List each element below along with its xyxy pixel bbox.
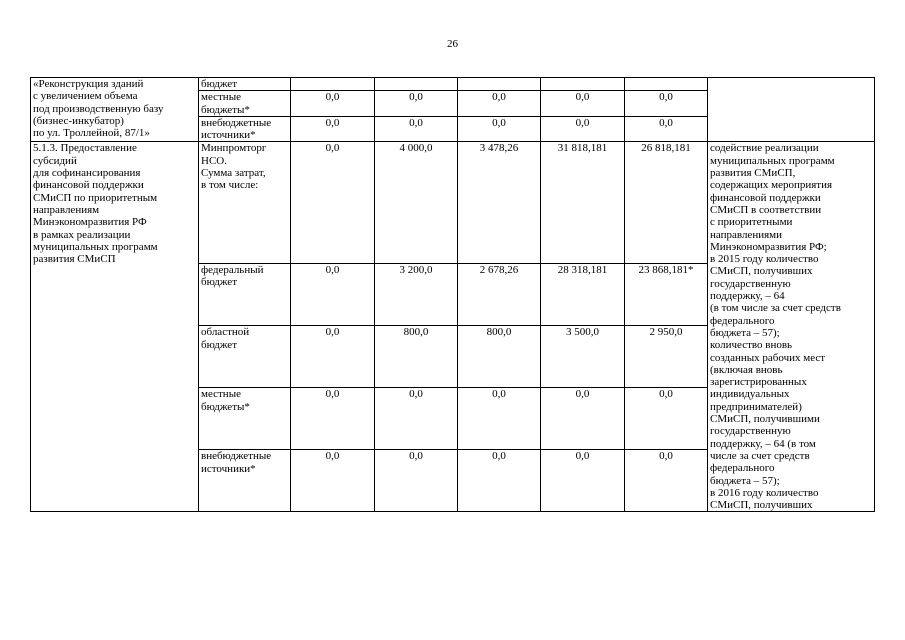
value-cell: 2 950,0 [625, 326, 708, 388]
value-cell: 23 868,181* [625, 264, 708, 326]
value-cell [458, 78, 541, 91]
value-cell: 4 000,0 [375, 142, 458, 264]
value-cell: 3 478,26 [458, 142, 541, 264]
value-cell: 0,0 [541, 116, 625, 142]
value-cell: 0,0 [291, 91, 375, 117]
value-cell: 31 818,181 [541, 142, 625, 264]
value-cell [291, 78, 375, 91]
table-row [31, 78, 875, 91]
table-row [31, 142, 875, 264]
value-cell: 0,0 [541, 91, 625, 117]
financing-table [30, 77, 875, 512]
value-cell: 800,0 [375, 326, 458, 388]
value-cell: 0,0 [291, 264, 375, 326]
expected-outcome: содействие реализации муниципальных программ развития СМиСП, содержащих мероприятия финансовой поддержки СМиСП в соответствии с приоритетными направлениями Минэкономразвития РФ; в 2015 году количество СМиСП, получивших государственную поддержку, – 64 (в том числе за счет средств федерального бюджета – 57); количество вновь созданных рабочих мест (включая вновь зарегистрированных индивидуальных предпринимателей) СМиСП, получившими государственную поддержку, – 64 (в том числе за счет средств федерального бюджета – 57); в 2016 году количество СМиСП, получивших [708, 142, 875, 512]
value-cell: 0,0 [291, 142, 375, 264]
expected-outcome [708, 78, 875, 142]
value-cell: 26 818,181 [625, 142, 708, 264]
funding-source: областной бюджет [199, 326, 291, 388]
funding-source: внебюджетные источники* [199, 116, 291, 142]
value-cell: 0,0 [625, 91, 708, 117]
funding-source: бюджет [199, 78, 291, 91]
value-cell: 0,0 [291, 388, 375, 450]
value-cell: 0,0 [458, 388, 541, 450]
value-cell [375, 78, 458, 91]
value-cell: 0,0 [375, 116, 458, 142]
value-cell: 0,0 [625, 116, 708, 142]
value-cell [541, 78, 625, 91]
value-cell: 2 678,26 [458, 264, 541, 326]
page-number: 26 [447, 38, 458, 50]
measure-description: 5.1.3. Предоставление субсидий для софинансирования финансовой поддержки СМиСП по приоритетным направлениям Минэкономразвития РФ в рамках реализации муниципальных программ развития СМиСП [31, 142, 199, 512]
funding-source: Минпромторг НСО. Сумма затрат, в том числе: [199, 142, 291, 264]
value-cell: 3 500,0 [541, 326, 625, 388]
value-cell: 0,0 [291, 326, 375, 388]
funding-source: местные бюджеты* [199, 91, 291, 117]
value-cell: 28 318,181 [541, 264, 625, 326]
value-cell: 0,0 [458, 450, 541, 512]
value-cell: 0,0 [291, 450, 375, 512]
value-cell: 0,0 [291, 116, 375, 142]
value-cell: 0,0 [375, 388, 458, 450]
value-cell: 0,0 [541, 388, 625, 450]
funding-source: местные бюджеты* [199, 388, 291, 450]
value-cell: 0,0 [375, 91, 458, 117]
funding-source: внебюджетные источники* [199, 450, 291, 512]
value-cell: 0,0 [625, 388, 708, 450]
value-cell: 0,0 [375, 450, 458, 512]
value-cell: 0,0 [458, 91, 541, 117]
value-cell [625, 78, 708, 91]
value-cell: 800,0 [458, 326, 541, 388]
value-cell: 0,0 [458, 116, 541, 142]
funding-source: федеральный бюджет [199, 264, 291, 326]
value-cell: 3 200,0 [375, 264, 458, 326]
measure-description: «Реконструкция зданий с увеличением объема под производственную базу (бизнес-инкубатор) по ул. Троллейной, 87/1» [31, 78, 199, 142]
value-cell: 0,0 [541, 450, 625, 512]
value-cell: 0,0 [625, 450, 708, 512]
